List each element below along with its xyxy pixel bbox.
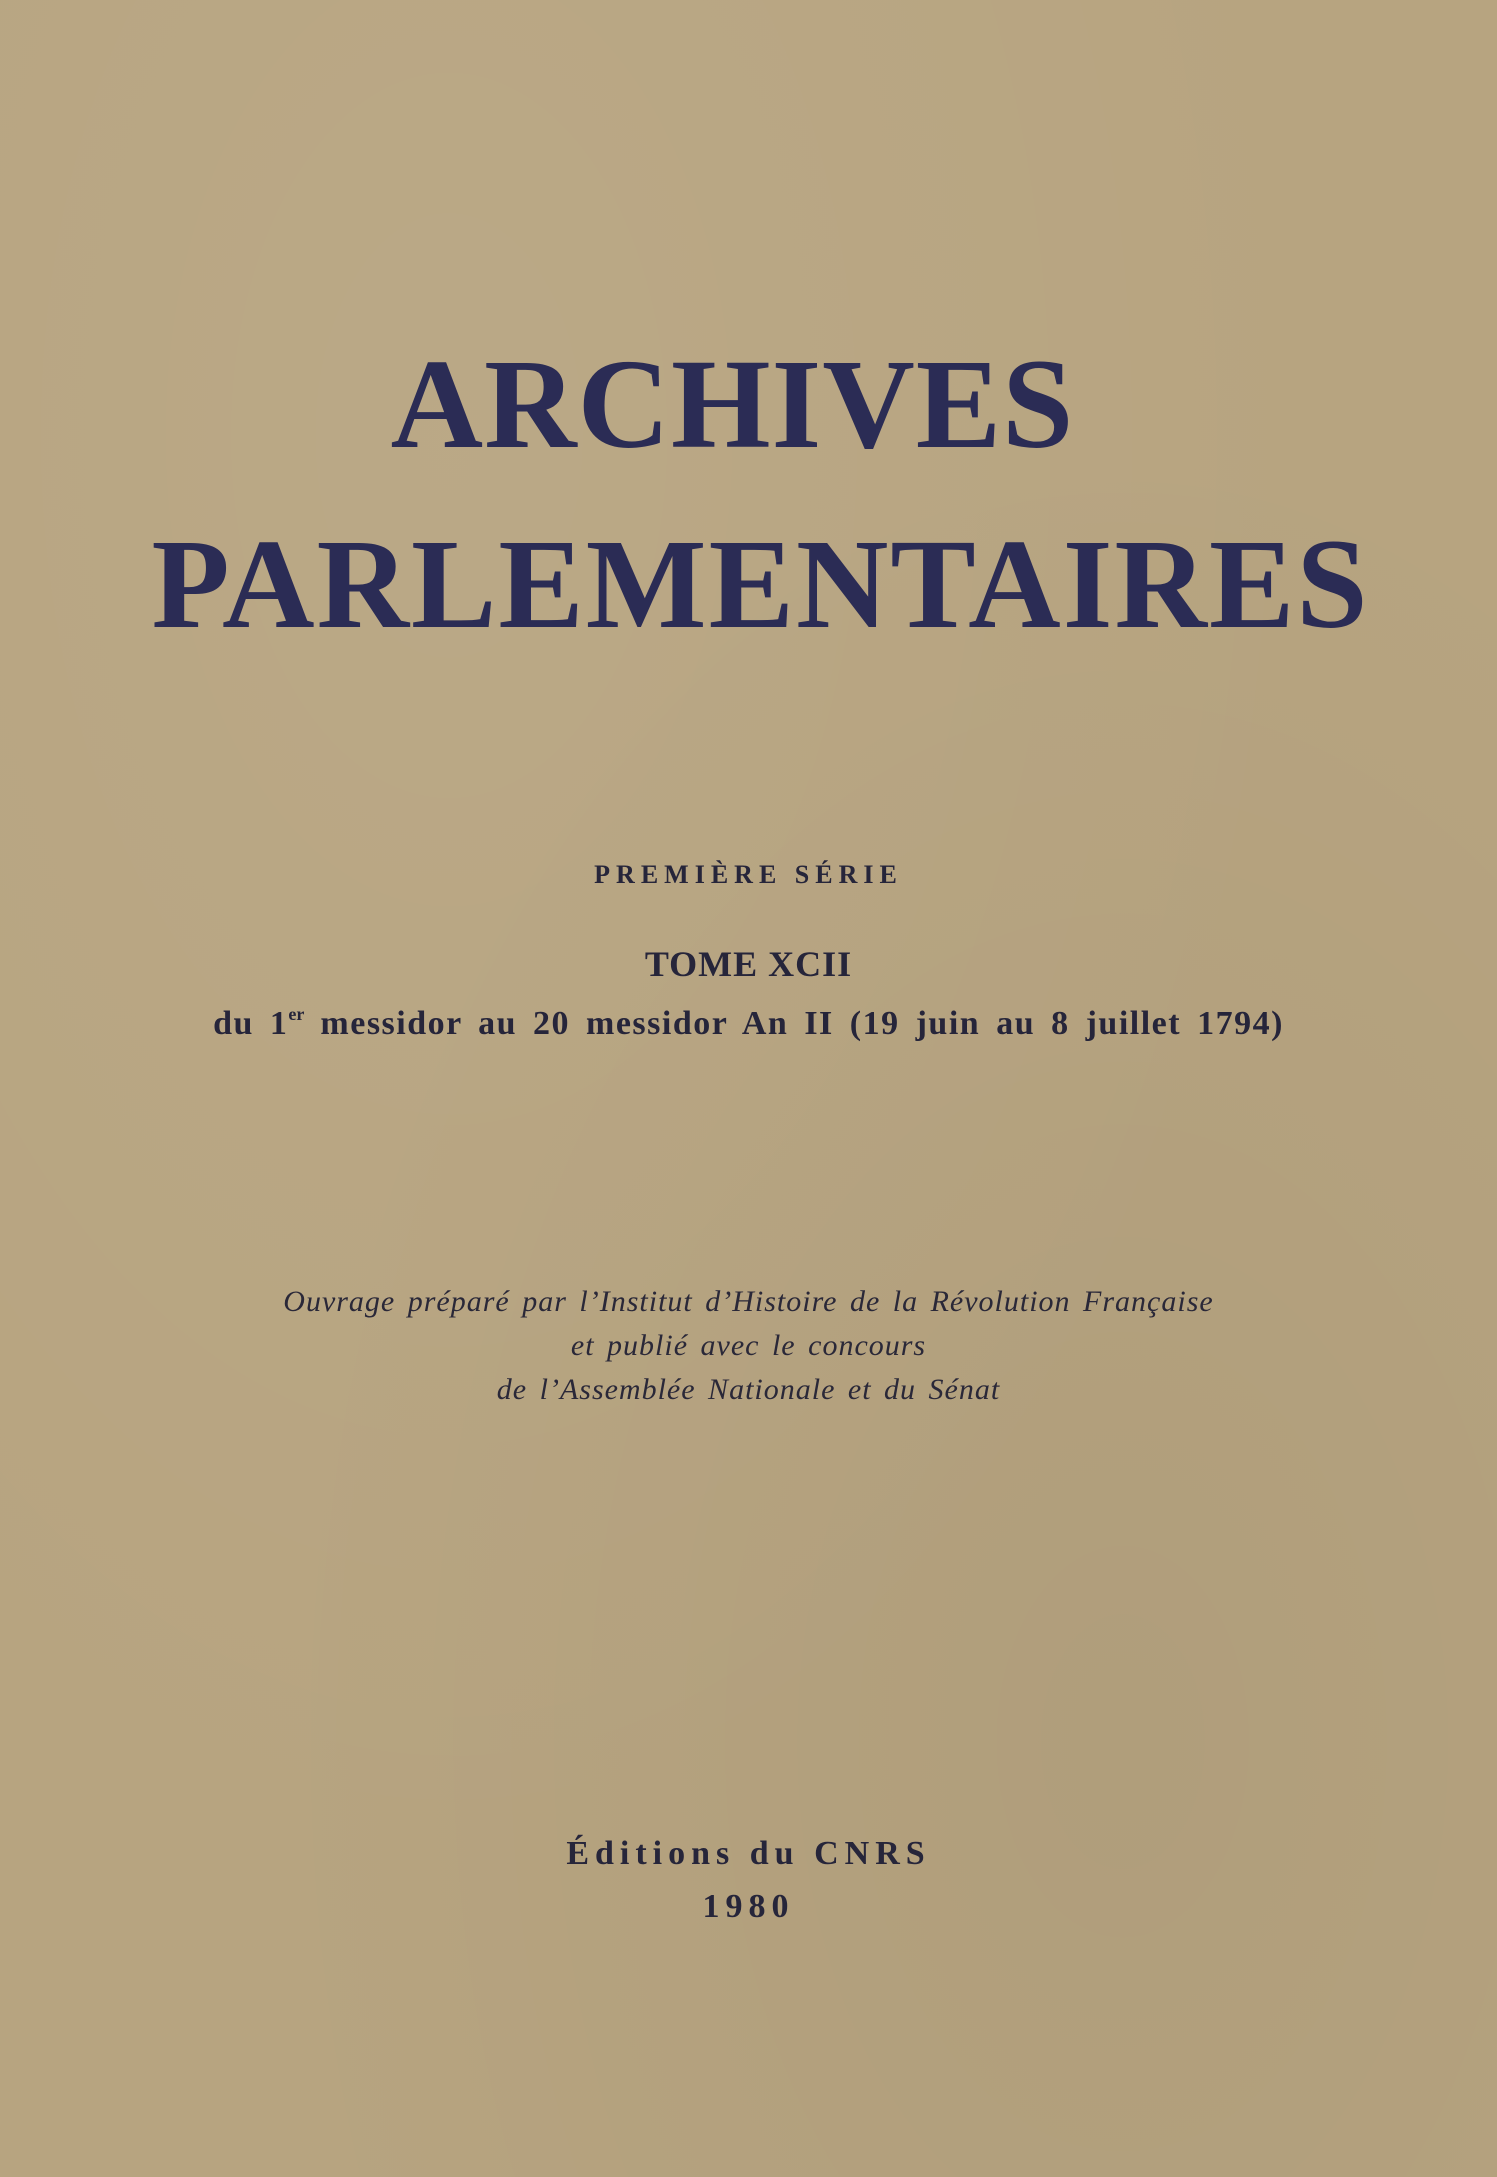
tome-label: TOME XCII: [644, 944, 853, 984]
date-rest: messidor au 20 messidor An II (19 juin au 8 juillet 1794): [304, 1005, 1284, 1042]
publisher: Éditions du CNRS: [566, 1835, 931, 1872]
publication-year: 1980: [702, 1888, 795, 1925]
title-line-1: ARCHIVES: [390, 333, 1075, 475]
date-superscript: er: [288, 1004, 305, 1024]
series-label: PREMIÈRE SÉRIE: [594, 860, 903, 889]
title-line-2: PARLEMENTAIRES: [151, 513, 1370, 655]
date-range: [0, 1004, 1497, 1043]
note-line-1: Ouvrage préparé par l’Institut d’Histoire de la Révolution Française: [283, 1285, 1214, 1318]
note-line-2: et publié avec le concours: [570, 1329, 927, 1362]
date-prefix: du 1: [213, 1005, 289, 1042]
note-line-3: de l’Assemblée Nationale et du Sénat: [496, 1373, 1001, 1406]
